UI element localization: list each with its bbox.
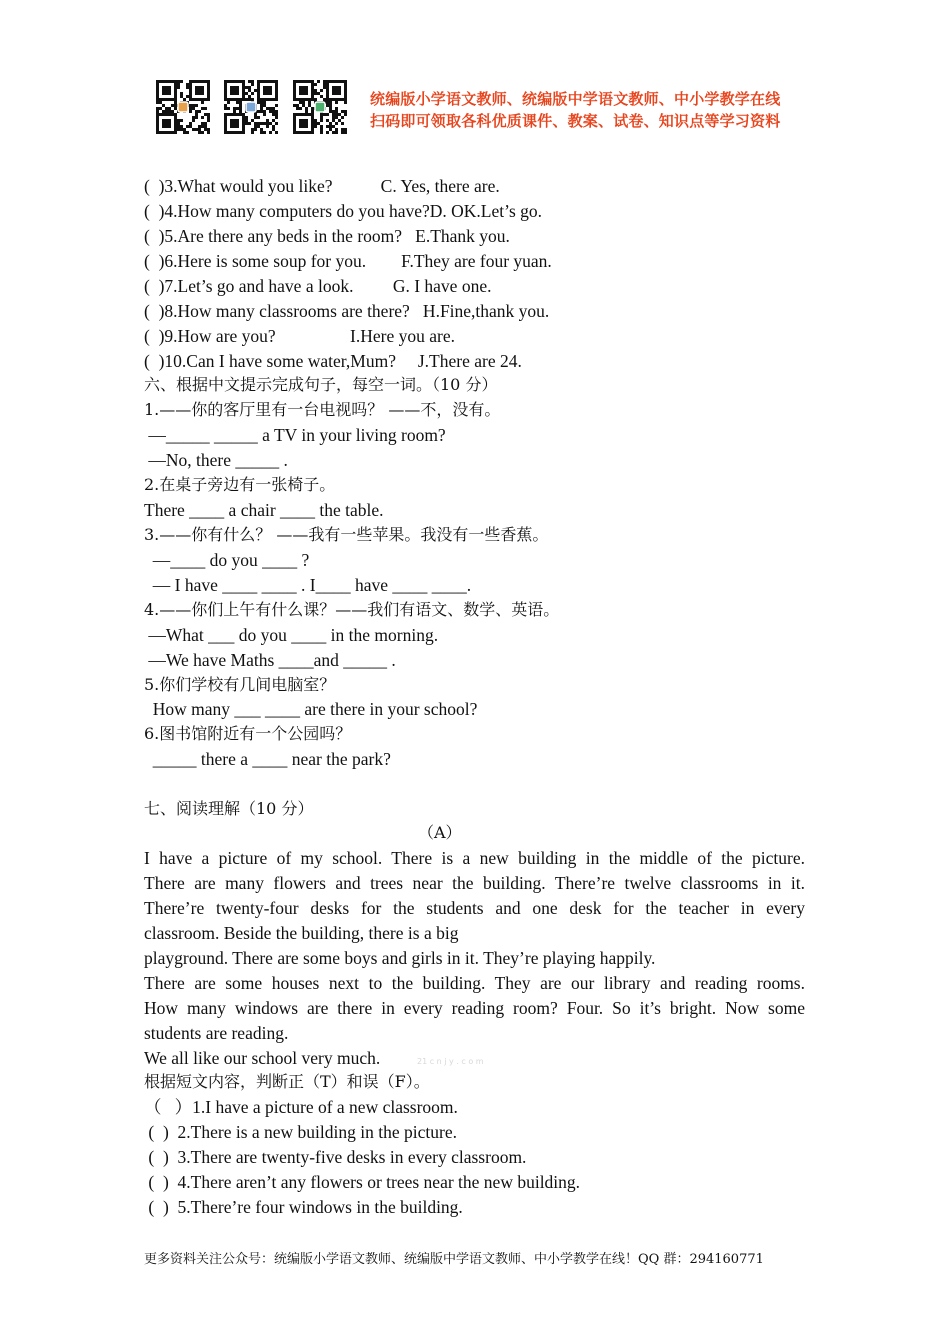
section-6-title: 六、根据中文提示完成句子，每空一词。（10 分） — [144, 375, 498, 394]
passage-label: （A） — [418, 823, 462, 842]
matching-item: ( )3.What would you like? C. Yes, there are. — [144, 176, 500, 196]
judgment-question: （ ）1.I have a picture of a new classroom. — [144, 1097, 458, 1117]
qr-code-icon — [224, 80, 278, 134]
section-6-line: 2.在桌子旁边有一张椅子。 — [144, 475, 336, 494]
judgment-question: ( ) 2.There is a new building in the picture. — [144, 1122, 457, 1142]
matching-item: ( )8.How many classrooms are there? H.Fine,thank you. — [144, 301, 550, 321]
section-6-line: 4.——你们上午有什么课？——我们有语文、数学、英语。 — [144, 600, 560, 619]
header-promo-line-1: 统编版小学语文教师、统编版中学语文教师、中小学教学在线 — [370, 90, 781, 108]
section-6-line: —What ___ do you ____ in the morning. — [144, 625, 439, 645]
section-6-line: 5.你们学校有几间电脑室？ — [144, 675, 336, 694]
matching-item: ( )7.Let’s go and have a look. G. I have one. — [144, 276, 492, 296]
passage-line: classroom. Beside the building, there is a big — [144, 923, 459, 943]
section-6-line: —____ do you ____ ? — [144, 550, 310, 570]
matching-item: ( )10.Can I have some water,Mum? J.There are 24. — [144, 351, 522, 371]
matching-item: ( )4.How many computers do you have?D. OK.Let’s go. — [144, 201, 543, 221]
section-6-line: There ____ a chair ____ the table. — [144, 500, 384, 520]
section-6-line: 1.——你的客厅里有一台电视吗？ ——不，没有。 — [144, 400, 501, 419]
footer-note: 更多资料关注公众号：统编版小学语文教师、统编版中学语文教师、中小学教学在线！QQ 群：294160771 — [144, 1252, 764, 1267]
passage-line: There’re twenty-four desks for the students and one desk for the teacher in every — [144, 898, 805, 918]
section-7-title: 七、阅读理解（10 分） — [144, 799, 314, 818]
matching-item: ( )5.Are there any beds in the room? E.Thank you. — [144, 226, 510, 246]
watermark: 21 c n j y . c o m — [417, 1057, 484, 1066]
matching-item: ( )9.How are you? I.Here you are. — [144, 326, 456, 346]
section-6-line: —We have Maths ____and _____ . — [144, 650, 396, 670]
judgment-instruction: 根据短文内容，判断正（T）和误（F）。 — [144, 1072, 430, 1091]
section-6-line: —No, there _____ . — [144, 450, 288, 470]
passage-line: students are reading. — [144, 1023, 289, 1043]
section-6-line: 6.图书馆附近有一个公园吗？ — [144, 724, 352, 743]
passage-line: I have a picture of my school. There is a new building in the middle of the picture. — [144, 848, 805, 868]
passage-line: We all like our school very much. — [144, 1048, 381, 1068]
judgment-question: ( ) 4.There aren’t any flowers or trees near the new building. — [144, 1172, 581, 1192]
qr-code-icon — [293, 80, 347, 134]
header-promo-line-2: 扫码即可领取各科优质课件、教案、试卷、知识点等学习资料 — [370, 112, 781, 130]
passage-line: There are many flowers and trees near the building. There’re twelve classrooms in it. — [144, 873, 805, 893]
section-6-line: _____ there a ____ near the park? — [144, 749, 391, 769]
section-6-line: 3.——你有什么？ ——我有一些苹果。我没有一些香蕉。 — [144, 525, 549, 544]
reading-passage — [144, 846, 805, 1071]
passage-line: playground. There are some boys and girls in it. They’re playing happily. — [144, 948, 656, 968]
judgment-question: ( ) 3.There are twenty-five desks in every classroom. — [144, 1147, 527, 1167]
passage-line: There are some houses next to the building. They are our library and reading rooms. — [144, 973, 805, 993]
passage-line: How many windows are there in every reading room? Four. So it’s bright. Now some — [144, 998, 805, 1018]
matching-item: ( )6.Here is some soup for you. F.They are four yuan. — [144, 251, 552, 271]
section-6-line: — I have ____ ____ . I____ have ____ ____. — [144, 575, 472, 595]
section-6-line: —_____ _____ a TV in your living room? — [144, 425, 446, 445]
section-6-line: How many ___ ____ are there in your school? — [144, 699, 478, 719]
judgment-question: ( ) 5.There’re four windows in the building. — [144, 1197, 463, 1217]
qr-code-icon — [156, 80, 210, 134]
